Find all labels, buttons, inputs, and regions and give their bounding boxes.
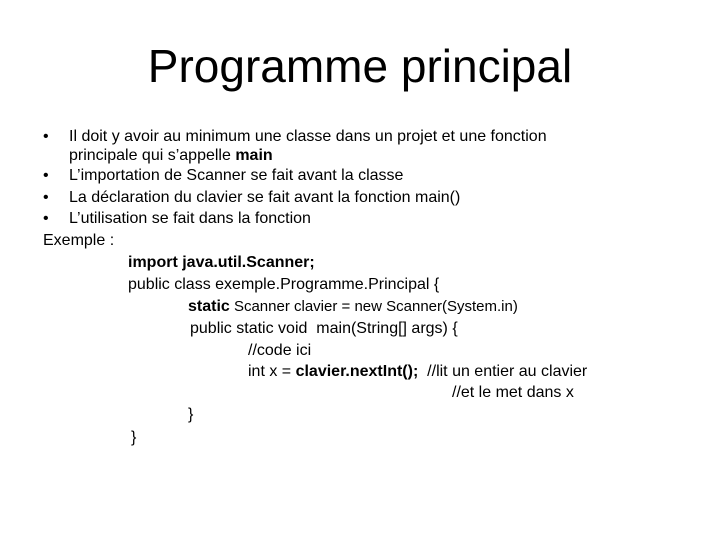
code-static-line [188,297,518,317]
bullet-2-text: L’importation de Scanner se fait avant la classe [69,167,404,184]
bullet-marker: • [43,189,49,206]
code-class-line: public class exemple.Programme.Principal { [128,276,440,293]
code-import-line [128,253,315,273]
code-int-comment: //lit un entier au clavier [418,363,588,380]
code-int-prefix: int x = [248,363,296,380]
example-label: Exemple : [43,232,115,249]
bullet-marker: • [43,210,49,227]
code-comment-line: //code ici [248,342,312,359]
bullet-1-bold-text: main [235,147,273,164]
code-int-line [248,362,587,382]
code-int-bold: clavier.nextInt(); [295,363,419,380]
code-static-keyword: static [188,298,230,315]
bullet-1-line-2 [69,146,273,166]
code-close-outer-brace: } [131,429,137,446]
bullet-marker: • [43,167,49,184]
code-main-line: public static void main(String[] args) { [190,320,458,337]
bullet-3-text: La déclaration du clavier se fait avant la fonction main() [69,189,461,206]
bullet-4-text: L’utilisation se fait dans la fonction [69,210,311,227]
code-close-inner-brace: } [188,406,194,423]
code-static-rest: Scanner clavier = new Scanner(System.in) [229,298,518,315]
code-comment-line-2: //et le met dans x [452,384,574,401]
bullet-marker: • [43,128,49,145]
code-import-text: import java.util.Scanner; [128,254,315,271]
bullet-1-text: principale qui s’appelle [69,147,236,164]
slide-title: Programme principal [147,40,573,92]
bullet-1-line-1: Il doit y avoir au minimum une classe dans un projet et une fonction [69,128,547,145]
